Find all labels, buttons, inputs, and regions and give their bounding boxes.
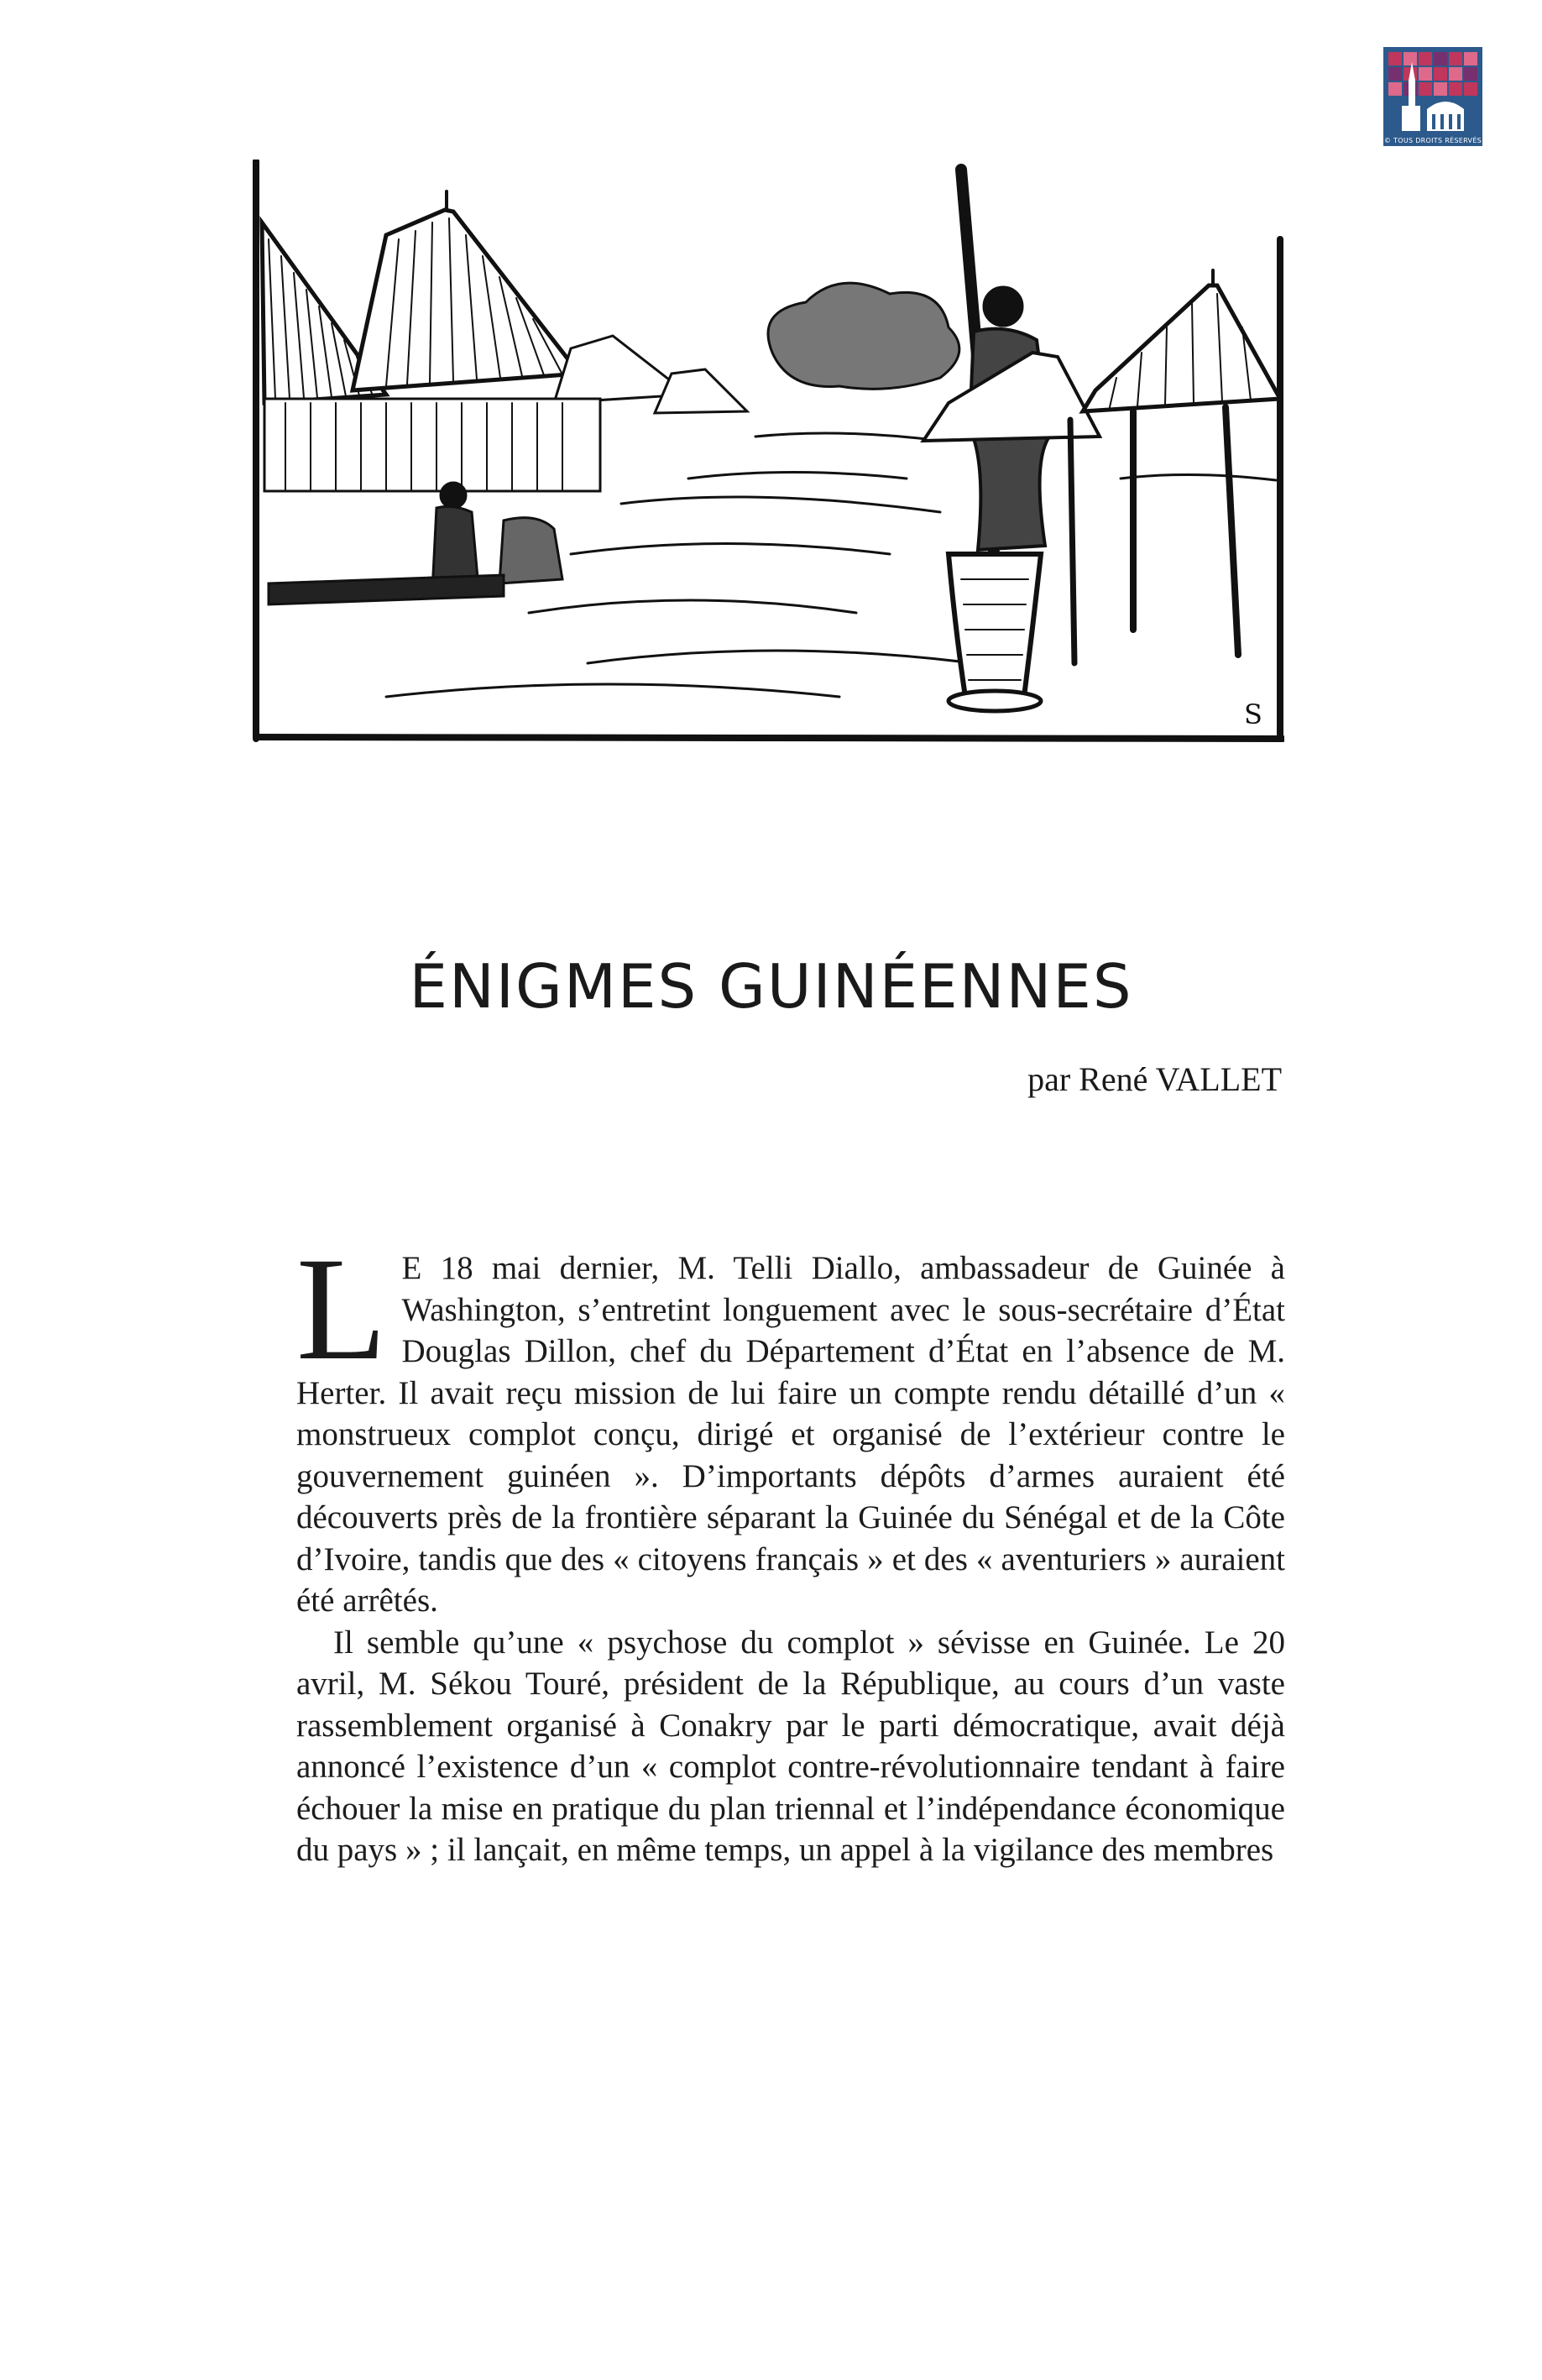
- logo-emblem-icon: [1383, 47, 1482, 134]
- artist-signature: S: [1244, 698, 1262, 730]
- paragraph-1-text: E 18 mai dernier, M. Telli Diallo, ambassadeur de Guinée à Washington, s’entretint longuement avec le sous-secrétaire d’État Douglas Dillon, chef du Département d’État en l’absence de M. Herter. Il avait reçu mission de lui faire un compte rendu détaillé d’un « monstrueux complot conçu, dirigé et organisé de l’extérieur contre le gouvernement guinéen ». D’importants dépôts d’armes auraient été découverts près de la frontière séparant la Guinée du Sénégal et de la Côte d’Ivoire, tandis que des « citoyens français » et des « aventuriers » auraient été arrêtés.: [296, 1250, 1285, 1619]
- drop-cap: L: [296, 1227, 387, 1391]
- paragraph-1: [296, 1227, 1285, 1622]
- logo-caption: © TOUS DROITS RÉSERVÉS: [1383, 137, 1482, 144]
- paragraph-2: Il semble qu’une « psychose du complot » sévisse en Guinée. Le 20 avril, M. Sékou Touré, président de la République, au cours d’un vaste rassemblement organisé à Conakry par le parti démocratique, avait déjà annoncé l’existence d’un « complot contre-révolutionnaire tendant à faire échouer la mise en pratique du plan triennal et l’indépendance économique du pays » ; il lançait, en même temps, un appel à la vigilance des membres: [296, 1624, 1285, 1868]
- village-illustration: [252, 160, 1284, 747]
- publisher-logo: [1383, 47, 1482, 146]
- village-street-illustration-icon: [252, 160, 1284, 747]
- article-title: ÉNIGMES GUINÉENNES: [409, 951, 1133, 1022]
- article-body: [296, 1227, 1285, 1871]
- article-byline: par René VALLET: [1027, 1060, 1282, 1098]
